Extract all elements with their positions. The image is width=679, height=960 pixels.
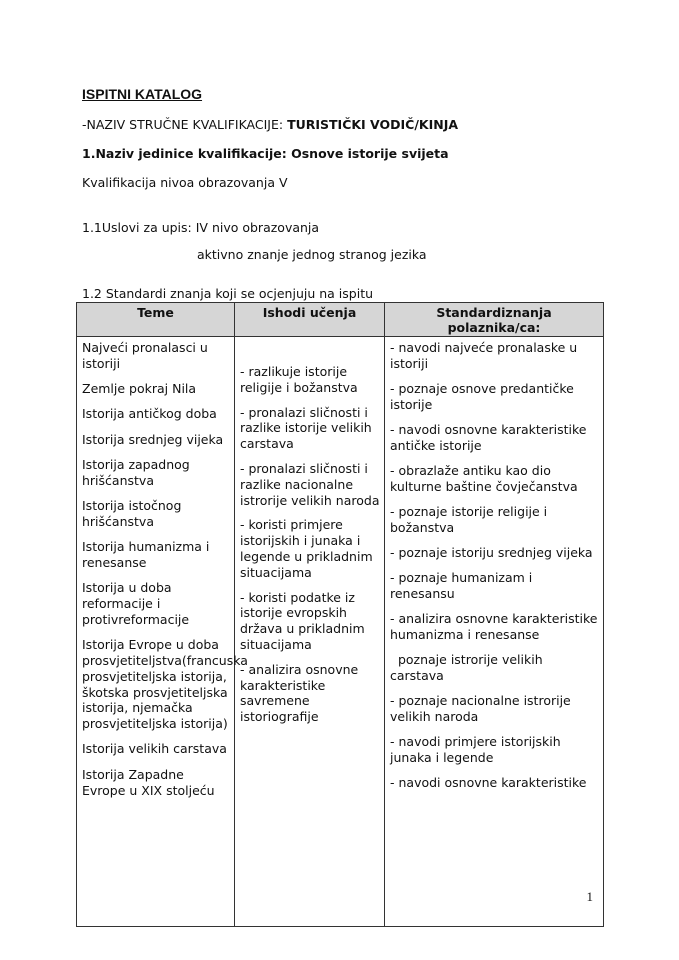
standards-heading: 1.2 Standardi znanja koji se ocjenjuju na ispitu	[82, 286, 374, 301]
topic-item: Istorija u doba reformacije i protivreformacije	[82, 580, 190, 627]
topic-item: Zemlje pokraj Nila	[82, 381, 197, 397]
topic-item: Istorija antičkog doba	[82, 406, 217, 422]
topic-item: Istorija srednjeg vijeka	[82, 431, 224, 447]
standard-item: - poznaje humanizam i renesansu	[390, 570, 533, 601]
page-number: 1	[586, 889, 593, 904]
table-row	[77, 337, 604, 927]
standard-item: - poznaje istorije religije i božanstva	[390, 503, 548, 535]
standard-item: - analizira osnovne karakteristike humanizma i renesanse	[390, 611, 598, 642]
qualification-name-label: -NAZIV STRUČNE KVALIFIKACIJE:	[82, 117, 288, 132]
standard-item: - navodi osnovne karakteristike	[390, 775, 587, 791]
topic-item: Istorija zapadnog hrišćanstva	[82, 456, 190, 488]
document-title: ISPITNI KATALOG	[82, 86, 203, 102]
topic-item: Istorija Zapadne Evrope u XIX stoljeću	[82, 766, 215, 798]
exam-standards-table	[76, 302, 604, 927]
qualification-name-line	[82, 117, 458, 132]
topic-item: Istorija humanizma i renesanse	[82, 539, 210, 570]
outcome-item: - razlikuje istorije religije i božanstva	[240, 364, 358, 395]
standard-item: - obrazlaže antiku kao dio kulturne baštine čovječanstva	[390, 462, 578, 494]
teme-cell	[77, 337, 248, 927]
qualification-name-value: TURISTIČKI VODIČ/KINJA	[287, 117, 459, 132]
topic-item: Istorija istočnog hrišćanstva	[82, 498, 182, 529]
standard-item: - poznaje nacionalne istrorije velikih naroda	[390, 693, 571, 724]
standard-item: - poznaje istoriju srednjeg vijeka	[390, 544, 593, 560]
header-ishodi: Ishodi učenja	[235, 303, 385, 337]
table-header-row	[77, 303, 604, 337]
standard-item: poznaje istrorije velikih carstava	[390, 652, 547, 683]
header-standardi: Standardiznanja polaznika/ca:	[385, 303, 604, 337]
standard-item: - navodi osnovne karakteristike antičke istorije	[390, 421, 587, 453]
outcome-item: - koristi primjere istorijskih i junaka i legende u prikladnim situacijama	[240, 517, 373, 580]
outcome-item: - koristi podatke iz istorije evropskih država u prikladnim situacijama	[240, 589, 365, 652]
ishodi-cell	[235, 337, 385, 927]
outcome-item: - analizira osnovne karakteristike savremene istoriografije	[240, 661, 359, 725]
outcome-item: - pronalazi sličnosti i razlike istorije velikih carstava	[240, 404, 372, 452]
unit-name-line	[82, 146, 449, 161]
standard-item: - navodi najveće pronalaske u istoriji	[390, 340, 578, 371]
qualification-level: Kvalifikacija nivoa obrazovanja V	[82, 175, 288, 190]
topic-item: Istorija velikih carstava	[82, 741, 227, 757]
topic-item: Istorija Evrope u doba prosvjetiteljstva(francuska prosvjetiteljska istorija, škotska prosvjetiteljska istorija, njemačka prosvjetiteljska istorija)	[82, 637, 248, 732]
standard-item: - poznaje osnove predantičke istorije	[390, 380, 574, 412]
header-teme: Teme	[77, 303, 235, 337]
enrollment-conditions: 1.1Uslovi za upis: IV nivo obrazovanja	[82, 220, 320, 235]
unit-name-label: 1.Naziv jedinice kvalifikacije:	[82, 146, 287, 161]
standardi-cell	[385, 337, 604, 927]
topic-item: Najveći pronalasci u istoriji	[82, 340, 208, 371]
standard-item: - navodi primjere istorijskih junaka i legende	[390, 734, 561, 765]
outcome-item: - pronalazi sličnosti i razlike nacionalne istrorije velikih naroda	[240, 460, 380, 508]
foreign-language-condition: aktivno znanje jednog stranog jezika	[197, 247, 427, 262]
unit-name-value: Osnove istorije svijeta	[286, 146, 449, 161]
